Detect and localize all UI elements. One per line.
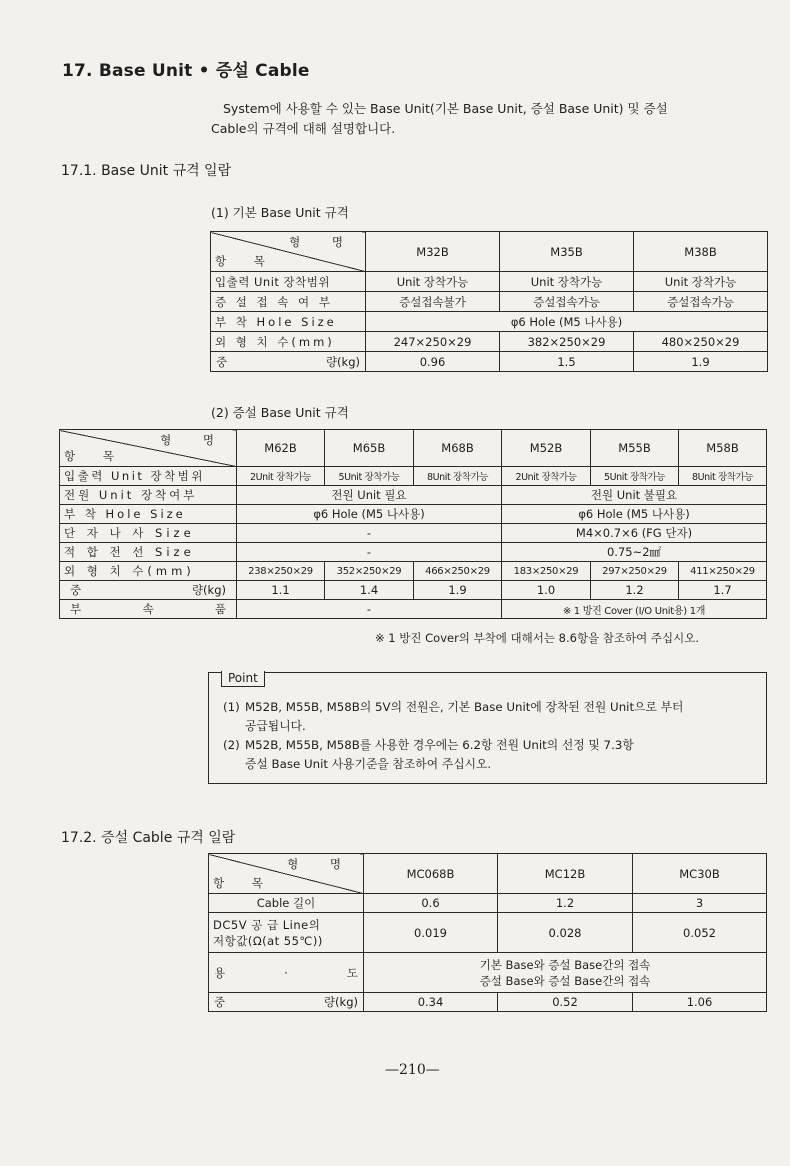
basic-cell: 증설접속불가 (366, 292, 500, 312)
basic-table-corner-header: 형 명 항 목 (211, 232, 366, 272)
point-item-1-cont: 공급됩니다. (245, 719, 306, 733)
basic-cell: 1.5 (500, 352, 634, 372)
extension-cell: 1.1 (237, 581, 325, 600)
extension-cell: 5Unit 장착가능 (325, 467, 414, 486)
basic-model-0: M32B (366, 232, 500, 272)
basic-cell: 480×250×29 (634, 332, 768, 352)
extension-cable-table (208, 853, 767, 1012)
extension-cell: 297×250×29 (591, 562, 679, 581)
page-title: 17. Base Unit • 증설 Cable (62, 61, 310, 81)
cable-cell: 0.6 (364, 894, 498, 913)
basic-row-label: 외 형 치 수(mm) (211, 332, 366, 352)
point-label: Point (221, 671, 265, 687)
cable-table-corner-header: 형 명 항 목 (209, 854, 364, 894)
extension-model-3: M52B (502, 430, 591, 467)
basic-cell: 382×250×29 (500, 332, 634, 352)
extension-cell: 1.4 (325, 581, 414, 600)
extension-cell: 8Unit 장착가능 (414, 467, 502, 486)
extension-cell: 2Unit 장착가능 (502, 467, 591, 486)
point-box (208, 672, 767, 784)
basic-cell: 증설접속가능 (500, 292, 634, 312)
extension-row-label: 단 자 나 사 Size (60, 524, 237, 543)
extension-model-0: M62B (237, 430, 325, 467)
basic-cell: 1.9 (634, 352, 768, 372)
basic-table-caption: (1) 기본 Base Unit 규격 (211, 205, 349, 220)
extension-model-2: M68B (414, 430, 502, 467)
extension-model-5: M58B (679, 430, 767, 467)
basic-model-1: M35B (500, 232, 634, 272)
cable-cell: 0.019 (364, 913, 498, 953)
extension-cell: 183×250×29 (502, 562, 591, 581)
intro-line-2: Cable의 규격에 대해 설명합니다. (211, 121, 396, 136)
basic-merged-cell: φ6 Hole (M5 나사용) (366, 312, 768, 332)
extension-cell: 1.9 (414, 581, 502, 600)
intro-paragraph (211, 99, 771, 139)
extension-row-label: 외 형 치 수(mm) (60, 562, 237, 581)
basic-cell: 247×250×29 (366, 332, 500, 352)
extension-group2-cell: ※ 1 방진 Cover (I/O Unit용) 1개 (502, 600, 767, 619)
cable-cell: 0.52 (498, 993, 633, 1012)
extension-row-label: 입출력 Unit 장착범위 (60, 467, 237, 486)
basic-row-label: 중 량(kg) (211, 352, 366, 372)
extension-table-caption: (2) 증설 Base Unit 규격 (211, 405, 349, 420)
extension-cell: 238×250×29 (237, 562, 325, 581)
cable-row-label: 용 · 도 (209, 953, 364, 993)
extension-cell: 1.2 (591, 581, 679, 600)
basic-row-label: 증 설 접 속 여 부 (211, 292, 366, 312)
section-17-1-heading: 17.1. Base Unit 규격 일람 (61, 163, 232, 179)
extension-group1-cell: - (237, 600, 502, 619)
extension-group1-cell: - (237, 524, 502, 543)
basic-cell: Unit 장착가능 (366, 272, 500, 292)
extension-cell: 411×250×29 (679, 562, 767, 581)
cable-model-1: MC12B (498, 854, 633, 894)
section-17-2-heading: 17.2. 증설 Cable 규격 일람 (61, 830, 236, 846)
cable-cell: 0.34 (364, 993, 498, 1012)
point-item-1: (1) M52B, M55B, M58B의 5V의 전원은, 기본 Base Unit에 장착된 전원 Unit으로 부터 (223, 700, 684, 714)
extension-table-corner-header: 형 명 항 목 (60, 430, 237, 467)
cable-cell: 1.06 (633, 993, 767, 1012)
extension-cell: 5Unit 장착가능 (591, 467, 679, 486)
extension-table-note: ※ 1 방진 Cover의 부착에 대해서는 8.6항을 참조하여 주십시오. (375, 631, 699, 645)
extension-cell: 1.7 (679, 581, 767, 600)
page-number: —210— (385, 1062, 440, 1078)
extension-group2-cell: M4×0.7×6 (FG 단자) (502, 524, 767, 543)
extension-cell: 352×250×29 (325, 562, 414, 581)
basic-cell: Unit 장착가능 (634, 272, 768, 292)
cable-cell: 1.2 (498, 894, 633, 913)
extension-cell: 1.0 (502, 581, 591, 600)
basic-row-label: 부 착 Hole Size (211, 312, 366, 332)
cable-row-label: Cable 길이 (209, 894, 364, 913)
cable-usage-cell: 기본 Base와 증설 Base간의 접속 증설 Base와 증설 Base간의 접속 (364, 953, 767, 993)
extension-row-label: 중 량(kg) (60, 581, 237, 600)
cable-row-label: DC5V 공 급 Line의 저항값(Ω(at 55℃)) (209, 913, 364, 953)
extension-cell: 466×250×29 (414, 562, 502, 581)
extension-row-label: 적 합 전 선 Size (60, 543, 237, 562)
extension-row-label: 부 착 Hole Size (60, 505, 237, 524)
extension-model-4: M55B (591, 430, 679, 467)
extension-model-1: M65B (325, 430, 414, 467)
extension-row-label: 부 속 품 (60, 600, 237, 619)
basic-model-2: M38B (634, 232, 768, 272)
extension-group2-cell: φ6 Hole (M5 나사용) (502, 505, 767, 524)
cable-cell: 0.052 (633, 913, 767, 953)
extension-group1-cell: 전원 Unit 필요 (237, 486, 502, 505)
point-items (223, 698, 753, 774)
basic-row-label: 입출력 Unit 장착범위 (211, 272, 366, 292)
extension-row-label: 전원 Unit 장착여부 (60, 486, 237, 505)
extension-cell: 2Unit 장착가능 (237, 467, 325, 486)
basic-cell: Unit 장착가능 (500, 272, 634, 292)
intro-line-1: System에 사용할 수 있는 Base Unit(기본 Base Unit, 증설 Base Unit) 및 증설 (223, 101, 668, 116)
extension-group2-cell: 0.75~2㎟ (502, 543, 767, 562)
cable-row-label: 중 량(kg) (209, 993, 364, 1012)
cable-cell: 0.028 (498, 913, 633, 953)
extension-group1-cell: - (237, 543, 502, 562)
basic-cell: 0.96 (366, 352, 500, 372)
point-item-2: (2) M52B, M55B, M58B를 사용한 경우에는 6.2항 전원 Unit의 선정 및 7.3항 (223, 738, 634, 752)
extension-group2-cell: 전원 Unit 불필요 (502, 486, 767, 505)
extension-base-unit-table (59, 429, 767, 619)
cable-cell: 3 (633, 894, 767, 913)
point-item-2-cont: 증설 Base Unit 사용기준을 참조하여 주십시오. (245, 757, 492, 771)
basic-base-unit-table (210, 231, 768, 372)
cable-model-0: MC068B (364, 854, 498, 894)
cable-model-2: MC30B (633, 854, 767, 894)
basic-cell: 증설접속가능 (634, 292, 768, 312)
extension-cell: 8Unit 장착가능 (679, 467, 767, 486)
extension-group1-cell: φ6 Hole (M5 나사용) (237, 505, 502, 524)
